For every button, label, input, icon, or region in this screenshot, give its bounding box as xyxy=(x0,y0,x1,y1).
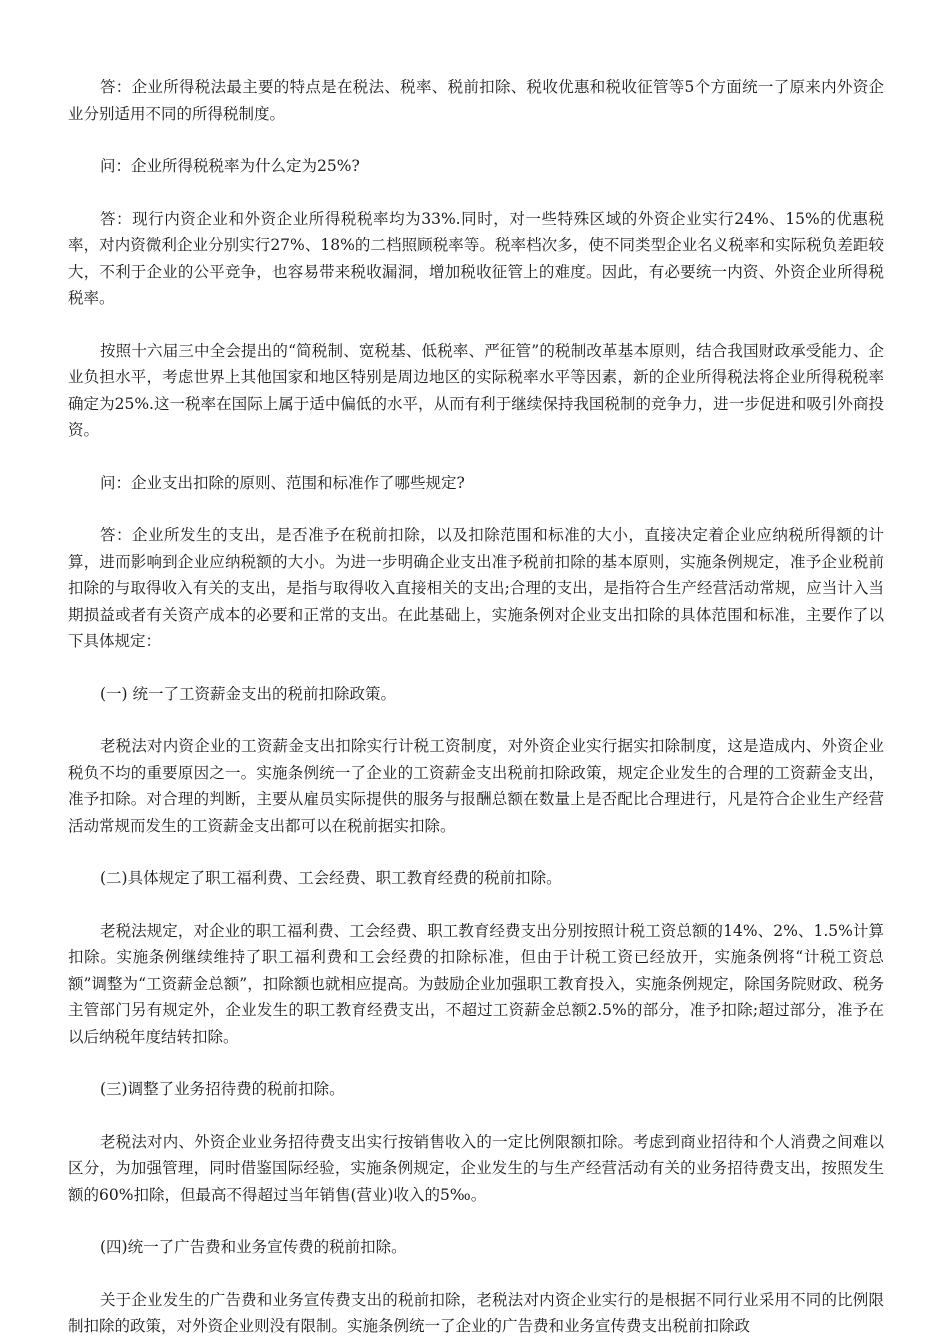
question-paragraph: 问：企业所得税税率为什么定为25%? xyxy=(100,157,360,175)
body-paragraph: 老税法对内、外资企业业务招待费支出实行按销售收入的一定比例限额扣除。考虑到商业招待和个人消费之间难以区分，为加强管理，同时借鉴国际经验，实施条例规定，企业发生的与生产经营活动有关的业务招待费支出，按照发生额的60%扣除，但最高不得超过当年销售(营业)收入的5‰。 xyxy=(68,1132,884,1204)
question-paragraph: 问：企业支出扣除的原则、范围和标准作了哪些规定? xyxy=(100,473,465,492)
answer-paragraph: 答：现行内资企业和外资企业所得税税率均为33%.同时，对一些特殊区域的外资企业实行24%、15%的优惠税率，对内资微利企业分别实行27%、18%的二档照顾税率等。税率档次多，使不同类型企业名义税率和实际税负差距较大，不利于企业的公平竞争，也容易带来税收漏洞，增加税收征管上的难度。因此，有必要统一内资、外资企业所得税税率。 xyxy=(68,209,884,307)
section-heading: (三)调整了业务招待费的税前扣除。 xyxy=(100,1080,345,1098)
body-paragraph: 老税法对内资企业的工资薪金支出扣除实行计税工资制度，对外资企业实行据实扣除制度，这是造成内、外资企业税负不均的重要原因之一。实施条例统一了企业的工资薪金支出税前扣除政策，规定企业发生的合理的工资薪金支出，准予扣除。对合理的判断，主要从雇员实际提供的服务与报酬总额在数量上是否配比合理进行，凡是符合企业生产经营活动常规而发生的工资薪金支出都可以在税前据实扣除。 xyxy=(68,737,884,835)
section-heading: (一) 统一了工资薪金支出的税前扣除政策。 xyxy=(100,684,397,703)
body-paragraph: 按照十六届三中全会提出的“简税制、宽税基、低税率、严征管”的税制改革基本原则，结合我国财政承受能力、企业负担水平，考虑世界上其他国家和地区特别是周边地区的实际税率水平等因素，新的企业所得税法将企业所得税税率确定为25%.这一税率在国际上属于适中偏低的水平，从而有利于继续保持我国税制的竞争力，进一步促进和吸引外商投资。 xyxy=(68,341,884,439)
body-paragraph: 老税法规定，对企业的职工福利费、工会经费、职工教育经费支出分别按照计税工资总额的14%、2%、1.5%计算扣除。实施条例继续维持了职工福利费和工会经费的扣除标准，但由于计税工资已经放开，实施条例将“计税工资总额”调整为“工资薪金总额”，扣除额也就相应提高。为鼓励企业加强职工教育投入，实施条例规定，除国务院财政、税务主管部门另有规定外，企业发生的职工教育经费支出，不超过工资薪金总额2.5%的部分，准予扣除;超过部分，准予在以后纳税年度结转扣除。 xyxy=(68,921,884,1046)
answer-paragraph: 答：企业所得税法最主要的特点是在税法、税率、税前扣除、税收优惠和税收征管等5个方面统一了原来内外资企业分别适用不同的所得税制度。 xyxy=(68,78,884,123)
section-heading: (二)具体规定了职工福利费、工会经费、职工教育经费的税前扣除。 xyxy=(100,869,562,887)
body-paragraph: 关于企业发生的广告费和业务宣传费支出的税前扣除，老税法对内资企业实行的是根据不同行业采用不同的比例限制扣除的政策，对外资企业则没有限制。实施条例统一了企业的广告费和业务宣传费支出税前扣除政 xyxy=(68,1290,884,1335)
section-heading: (四)统一了广告费和业务宣传费的税前扣除。 xyxy=(100,1238,407,1256)
answer-paragraph: 答：企业所发生的支出，是否准予在税前扣除，以及扣除范围和标准的大小，直接决定着企业应纳税所得额的计算，进而影响到企业应纳税额的大小。为进一步明确企业支出准予税前扣除的基本原则，实施条例规定，准予企业税前扣除的与取得收入有关的支出，是指与取得收入直接相关的支出;合理的支出，是指符合生产经营活动常规，应当计入当期损益或者有关资产成本的必要和正常的支出。在此基础上，实施条例对企业支出扣除的具体范围和标准，主要作了以下具体规定： xyxy=(68,526,884,650)
